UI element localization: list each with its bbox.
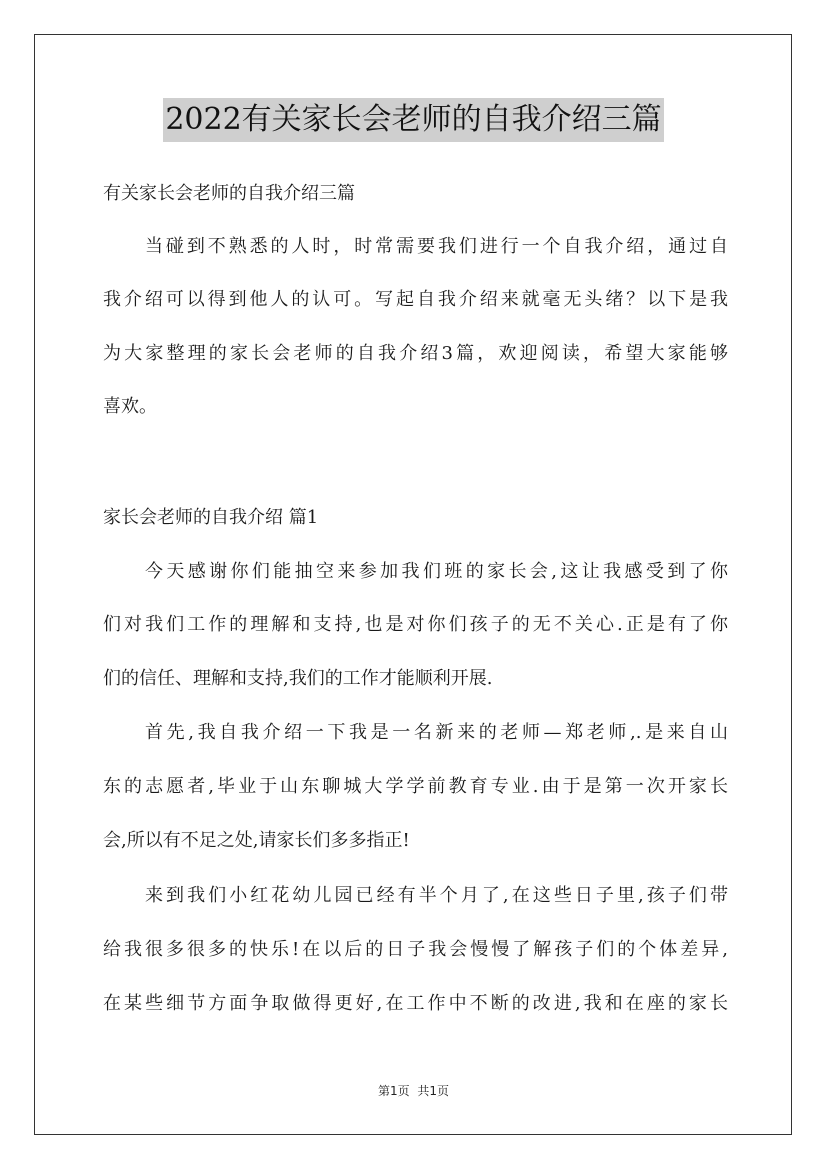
paragraph-line: 给我很多很多的快乐!在以后的日子我会慢慢了解孩子们的个体差异, (103, 939, 728, 960)
intro-line: 喜欢。 (103, 396, 157, 417)
page-number: 第1页 (377, 1084, 410, 1098)
paragraph-line: 会,所以有不足之处,请家长们多多指正! (103, 830, 410, 851)
intro-line: 我介绍可以得到他人的认可。写起自我介绍来就毫无头绪？以下是我 (103, 289, 728, 310)
paragraph-line: 们的信任、理解和支持,我们的工作才能顺利开展. (103, 668, 493, 689)
paragraph-line: 来到我们小红花幼儿园已经有半个月了,在这些日子里,孩子们带 (145, 885, 728, 906)
paragraph-line: 今天感谢你们能抽空来参加我们班的家长会,这让我感受到了你 (145, 561, 728, 582)
document-title: 2022有关家长会老师的自我介绍三篇 (163, 98, 663, 142)
paragraph-line: 们对我们工作的理解和支持,也是对你们孩子的无不关心.正是有了你 (103, 614, 728, 635)
document-subtitle: 有关家长会老师的自我介绍三篇 (103, 183, 355, 204)
page-total: 共1页 (417, 1084, 450, 1098)
paragraph-line: 首先,我自我介绍一下我是一名新来的老师—郑老师,.是来自山 (145, 722, 728, 743)
section-heading: 家长会老师的自我介绍 篇1 (103, 507, 319, 528)
intro-line: 当碰到不熟悉的人时，时常需要我们进行一个自我介绍，通过自 (145, 236, 728, 257)
paragraph-line: 在某些细节方面争取做得更好,在工作中不断的改进,我和在座的家长 (103, 993, 728, 1014)
title-container (0, 98, 827, 142)
page-footer (0, 1083, 827, 1099)
intro-line: 为大家整理的家长会老师的自我介绍3篇，欢迎阅读，希望大家能够 (103, 343, 728, 364)
paragraph-line: 东的志愿者,毕业于山东聊城大学学前教育专业.由于是第一次开家长 (103, 776, 728, 797)
